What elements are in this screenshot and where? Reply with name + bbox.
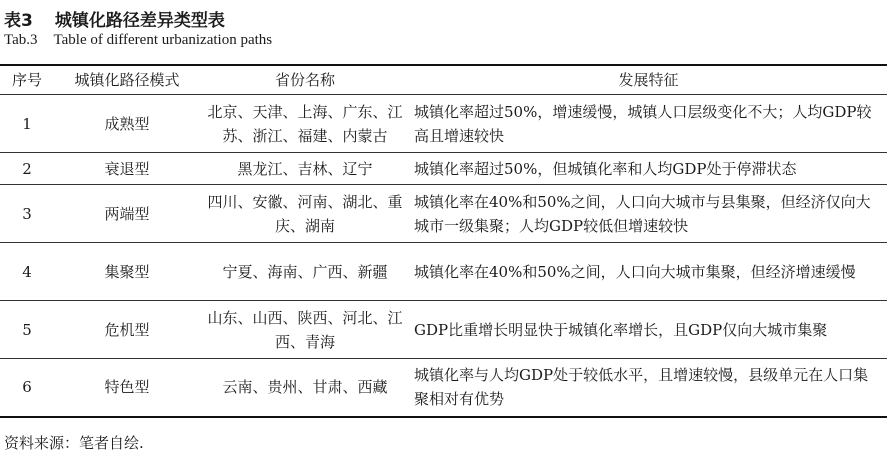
row-provinces: 云南、贵州、甘肃、西藏 (200, 359, 410, 417)
row-features: 城镇化率超过50%，但城镇化率和人均GDP处于停滞状态 (410, 153, 887, 185)
table-row (0, 301, 887, 359)
row-provinces: 宁夏、海南、广西、新疆 (200, 243, 410, 301)
header-features: 发展特征 (410, 65, 887, 95)
urbanization-paths-table (0, 64, 887, 418)
table-header-row (0, 65, 887, 95)
table-caption-en (4, 32, 272, 49)
table-caption-cn (4, 6, 225, 31)
row-index: 1 (0, 95, 54, 153)
table-title-cn: 城镇化路径差异类型表 (54, 11, 225, 31)
row-features: 城镇化率超过50%，增速缓慢，城镇人口层级变化不大；人均GDP较高且增速较快 (410, 95, 887, 153)
row-mode: 衰退型 (54, 153, 200, 185)
table-title-en: Table of different urbanization paths (53, 32, 273, 48)
table-row (0, 243, 887, 301)
row-mode: 集聚型 (54, 243, 200, 301)
row-provinces: 北京、天津、上海、广东、江苏、浙江、福建、内蒙古 (200, 95, 410, 153)
row-mode: 成熟型 (54, 95, 200, 153)
row-features: 城镇化率在40%和50%之间，人口向大城市与县集聚，但经济仅向大城市一级集聚；人均GDP较低但增速较快 (410, 185, 887, 243)
row-index: 6 (0, 359, 54, 417)
row-mode: 两端型 (54, 185, 200, 243)
header-index: 序号 (0, 65, 54, 95)
table-label-cn: 表3 (4, 11, 33, 31)
row-index: 5 (0, 301, 54, 359)
row-index: 2 (0, 153, 54, 185)
row-provinces: 山东、山西、陕西、河北、江西、青海 (200, 301, 410, 359)
table-row (0, 153, 887, 185)
source-note: 资料来源：笔者自绘. (4, 434, 144, 452)
row-features: GDP比重增长明显快于城镇化率增长，且GDP仅向大城市集聚 (410, 301, 887, 359)
table-label-en: Tab.3 (4, 32, 38, 48)
row-features: 城镇化率与人均GDP处于较低水平，且增速较慢，县级单元在人口集聚相对有优势 (410, 359, 887, 417)
header-path-mode: 城镇化路径模式 (54, 65, 200, 95)
row-index: 3 (0, 185, 54, 243)
row-mode: 危机型 (54, 301, 200, 359)
table-row (0, 185, 887, 243)
row-features: 城镇化率在40%和50%之间，人口向大城市集聚，但经济增速缓慢 (410, 243, 887, 301)
row-mode: 特色型 (54, 359, 200, 417)
row-provinces: 黑龙江、吉林、辽宁 (200, 153, 410, 185)
table-row (0, 95, 887, 153)
table-row (0, 359, 887, 417)
row-index: 4 (0, 243, 54, 301)
row-provinces: 四川、安徽、河南、湖北、重庆、湖南 (200, 185, 410, 243)
header-province: 省份名称 (200, 65, 410, 95)
